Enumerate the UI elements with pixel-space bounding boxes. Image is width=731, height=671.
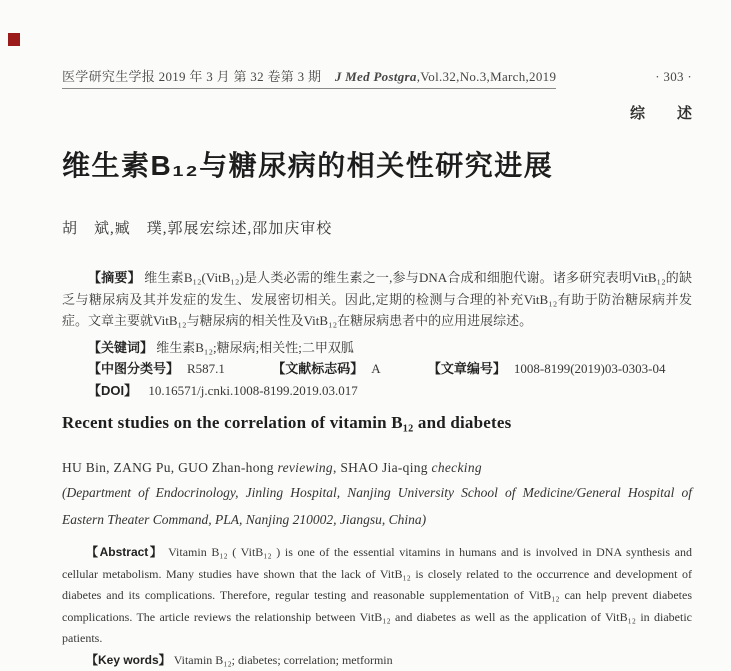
doi-line [62, 380, 692, 402]
keywords-en-text: Vitamin B₁₂; diabetes; correlation; metformin [174, 653, 393, 667]
article-id-group [428, 361, 666, 376]
abstract-cn-text: 维生素B₁₂(VitB₁₂)是人类必需的维生素之一,参与DNA合成和细胞代谢。诸多研究表明VitB₁₂的缺乏与糖尿病及其并发症的发生、发展密切相关。因此,定期的检测与合理的补充VitB₁₂有助于防治糖尿病并发症。文章主要就VitB₁₂与糖尿病的相关性及VitB₁₂在糖尿病患者中的应用进展综述。 [62, 270, 692, 328]
keywords-cn-label: 【关键词】 [88, 340, 153, 355]
clc-label: 【中图分类号】 [88, 361, 179, 376]
keywords-en-label: 【Key words】 [86, 653, 171, 667]
keywords-cn-text: 维生素B₁₂;糖尿病;相关性;二甲双胍 [156, 340, 354, 355]
section-label [62, 102, 692, 123]
article-title-en: Recent studies on the correlation of vitamin B₁₂ and diabetes [62, 413, 692, 433]
journal-issue-en: ,Vol.32,No.3,March,2019 [417, 69, 557, 84]
doi-label: 【DOI】 [88, 383, 137, 398]
journal-header [62, 66, 692, 89]
abstract-en-label: 【Abstract】 [86, 545, 164, 559]
article-id-value: 1008-8199(2019)03-0303-04 [514, 361, 666, 376]
keywords-en [62, 650, 692, 671]
red-marker [8, 33, 20, 46]
abstract-cn-label: 【摘要】 [88, 270, 141, 285]
clc-value: R587.1 [187, 361, 225, 376]
doc-code-group [272, 361, 380, 376]
authors-en [62, 460, 692, 476]
journal-title-en: J Med Postgra [335, 69, 417, 84]
authors-en-role1: reviewing [278, 460, 333, 475]
classification-line [62, 358, 692, 380]
abstract-cn [62, 267, 692, 332]
authors-cn: 胡 斌,臧 璞,郭展宏综述,邵加庆审校 [62, 217, 692, 238]
article-id-label: 【文章编号】 [428, 361, 506, 376]
article-title-cn: 维生素B₁₂与糖尿病的相关性研究进展 [62, 144, 692, 184]
keywords-cn [62, 337, 692, 359]
doi-value: 10.16571/j.cnki.1008-8199.2019.03.017 [148, 383, 357, 398]
section-label-char1: 综 [630, 105, 645, 122]
abstract-en-text: Vitamin B₁₂ ( VitB₁₂ ) is one of the essential vitamins in humans and is involved in DNA synthesis and cellular metabolism. Many studies have shown that the lack of VitB₁₂ is closely related to the occurrence and development of diabetes and its complications. Therefore, regular testing and reasonable supplementation of VitB₁₂ can help prevent diabetes complications. The article reviews the relationship between VitB₁₂ and diabetes as well as the application of VitB₁₂ in diabetic patients. [62, 545, 692, 645]
abstract-en [62, 542, 692, 650]
clc-group [88, 361, 225, 376]
authors-en-role2: checking [432, 460, 482, 475]
page-number: · 303 · [655, 69, 692, 85]
doc-code-label: 【文献标志码】 [272, 361, 363, 376]
authors-en-names1: HU Bin, ZANG Pu, GUO Zhan-hong [62, 460, 278, 475]
affiliation-en: (Department of Endocrinology, Jinling Hospital, Nanjing University School of Medicine/General Hospital of Eastern Theater Command, PLA, Nanjing 210002, Jiangsu, China) [62, 479, 692, 533]
journal-header-left [62, 66, 556, 89]
authors-en-names2: , SHAO Jia-qing [333, 460, 432, 475]
section-label-char2: 述 [677, 105, 692, 122]
journal-title-cn: 医学研究生学报 2019 年 3 月 第 32 卷第 3 期 [62, 69, 321, 84]
doc-code-value: A [371, 361, 380, 376]
